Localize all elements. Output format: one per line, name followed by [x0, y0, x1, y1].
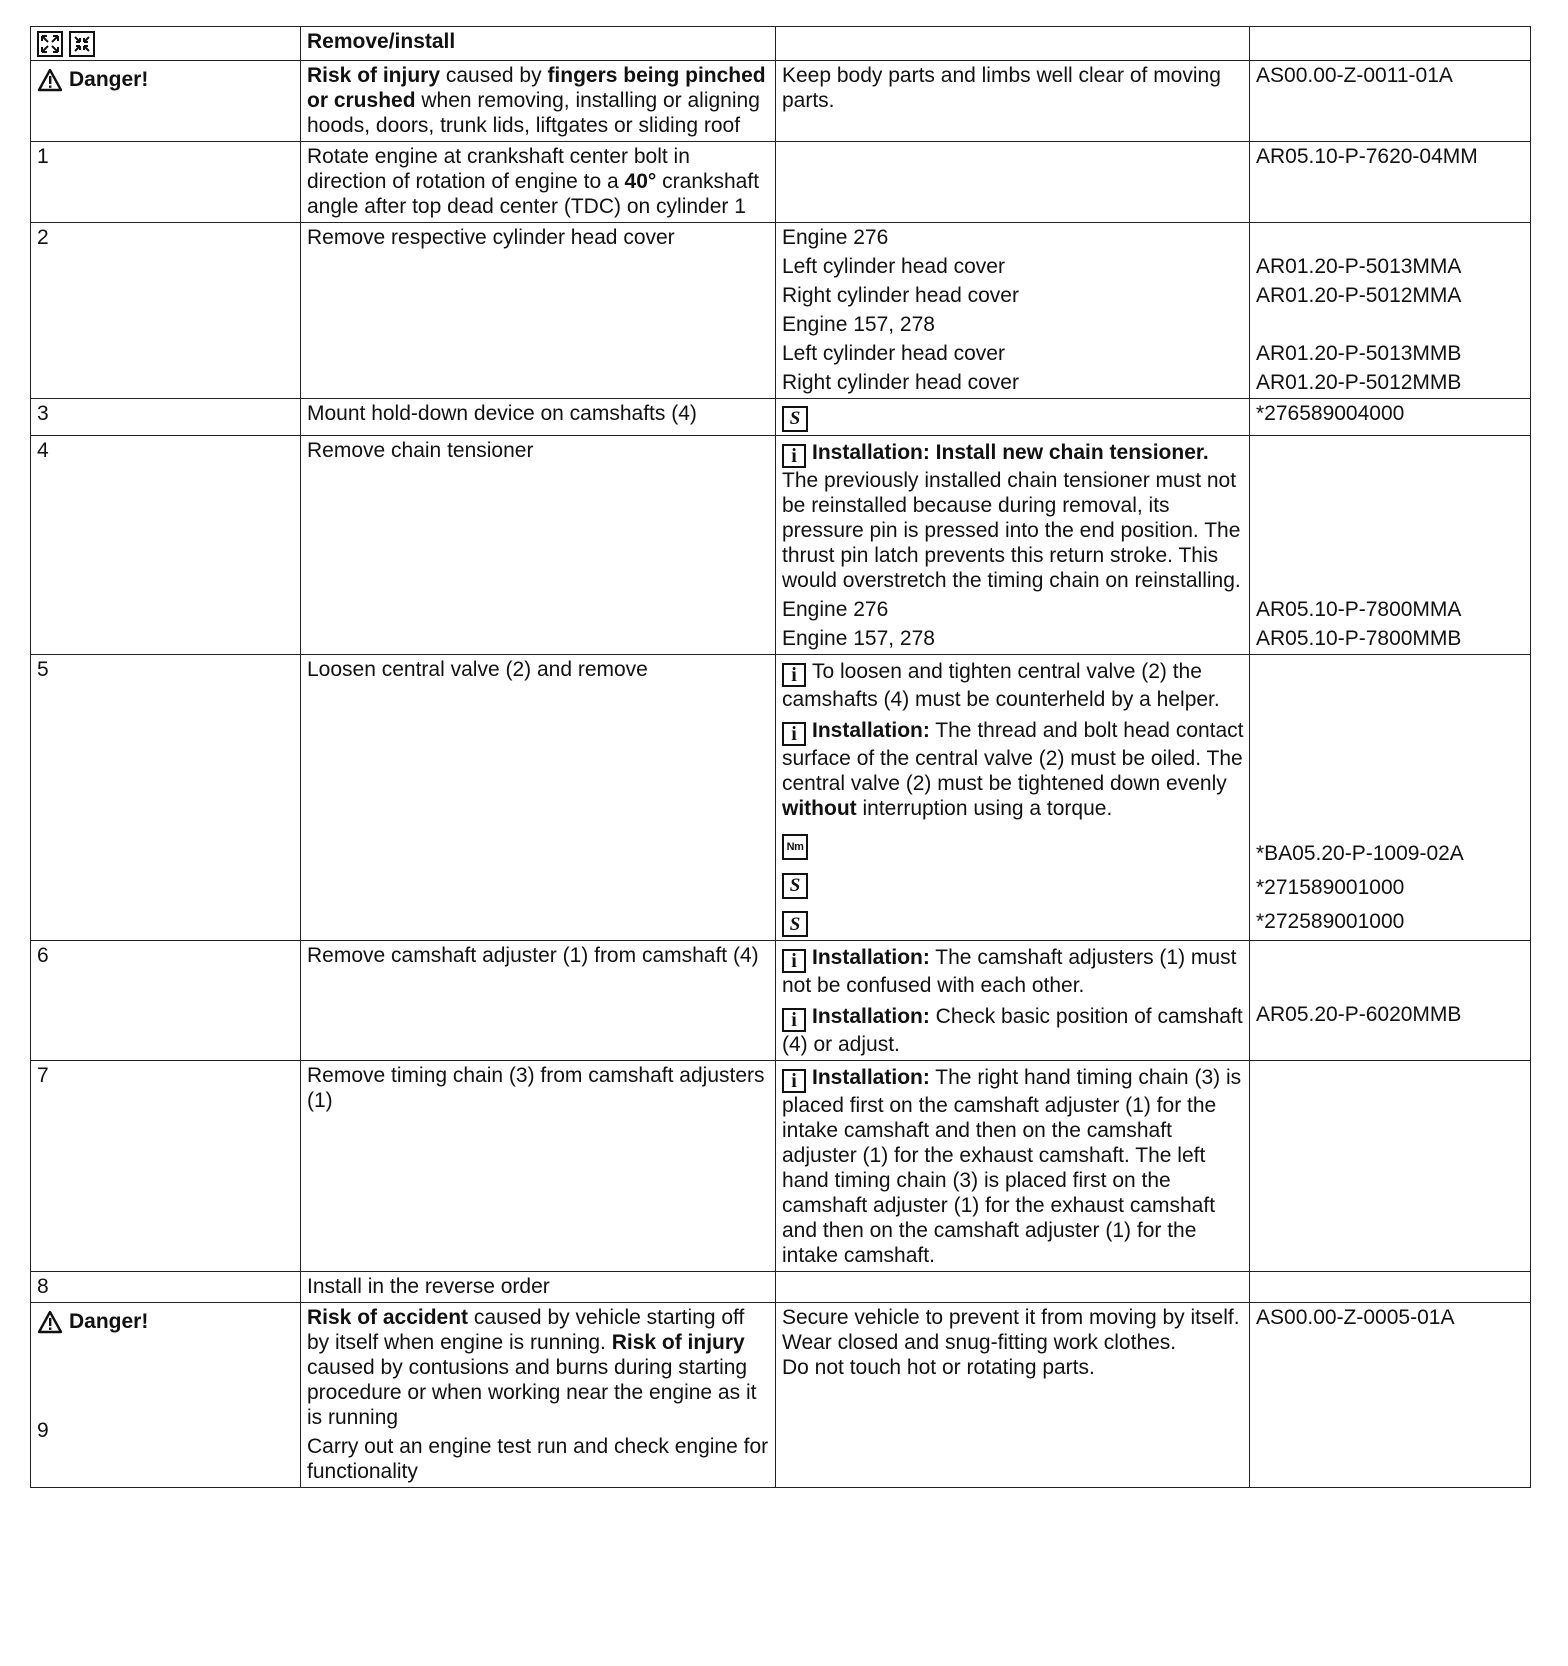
step-7-text: Remove timing chain (3) from camshaft adjusters (1) [301, 1061, 776, 1272]
table-row-step-6: 6 Remove camshaft adjuster (1) from camshaft (4) i Installation: The camshaft adjusters (1) must not be confused with each other. i Installation: Check basic position of camshaft (4) or adjust. AR05.20-P-6020MMB [31, 941, 1531, 1061]
header-title-cell [301, 27, 776, 61]
step-number: 9 [37, 1419, 49, 1442]
step-2-ref-link[interactable]: AR01.20-P-5012MMB [1256, 371, 1462, 394]
danger-label-1: Danger! [37, 67, 295, 92]
step-4-note: The previously installed chain tensioner must not be reinstalled because during removal, its pressure pin is pressed into the end position. The thrust pin latch prevents this return stroke. This would overstretch the timing chain on reinstalling. [782, 468, 1241, 592]
step-4-text: Remove chain tensioner [301, 435, 776, 654]
engine-label: Engine 276 [782, 597, 889, 621]
table-row-step-2 [31, 223, 1531, 399]
table-row-step-3 [31, 399, 1531, 436]
danger-2-note: Do not touch hot or rotating parts. [782, 1356, 1095, 1379]
step-5-tool-link[interactable]: *271589001000 [1256, 876, 1405, 899]
step-number: 2 [31, 223, 301, 399]
info-icon: i [782, 1069, 806, 1093]
table-row-danger-1 [31, 61, 1531, 142]
info-icon: i [782, 1008, 806, 1032]
step-number: 4 [31, 435, 301, 654]
info-icon: i [782, 722, 806, 746]
cover-label: Left cylinder head cover [782, 255, 1005, 278]
step-6-text: Remove camshaft adjuster (1) from camshaft (4) [301, 941, 776, 1061]
procedure-table [30, 26, 1531, 1488]
danger-2-note: Wear closed and snug-fitting work clothes. [782, 1331, 1177, 1354]
step-3-text: Mount hold-down device on camshafts (4) [301, 399, 776, 436]
step-number: 8 [31, 1272, 301, 1303]
table-row-step-8 [31, 1272, 1531, 1303]
cover-label: Left cylinder head cover [782, 342, 1005, 365]
step-5-tool-link[interactable]: *272589001000 [1256, 910, 1405, 933]
step-number: 3 [31, 399, 301, 436]
step-8-text: Install in the reverse order [301, 1272, 776, 1303]
step-number: 7 [31, 1061, 301, 1272]
step-4-ref-link[interactable]: AR05.10-P-7800MMA [1256, 597, 1462, 621]
special-tool-icon: S [782, 911, 808, 937]
step-number: 6 [31, 941, 301, 1061]
step-2-ref-link[interactable]: AR01.20-P-5012MMA [1256, 284, 1462, 307]
engine-label: Engine 276 [782, 226, 889, 249]
torque-icon: Nm [782, 834, 808, 860]
table-row-danger-2 [31, 1303, 1531, 1488]
step-number: 1 [31, 142, 301, 223]
danger-1-text: Risk of injury caused by fingers being pinched or crushed when removing, installing or aligning hoods, doors, trunk lids, liftgates or sliding roof [301, 61, 776, 142]
info-icon: i [782, 663, 806, 687]
special-tool-icon: S [782, 406, 808, 432]
table-row-step-4: 4 Remove chain tensioner i Installation: Install new chain tensioner. The previously installed chain tensioner must not be reinstalled because during removal, its pressure pin is pressed into the end position. The thrust pin latch prevents this return stroke. This would overstretch the timing chain on reinstalling. Engine 276 Engine 157, 278 AR05.10-P-7800MMA AR05.10-P-7800MMB [31, 435, 1531, 654]
step-2-text: Remove respective cylinder head cover [301, 223, 776, 399]
engine-label: Engine 157, 278 [782, 313, 935, 336]
danger-1-note: Keep body parts and limbs well clear of moving parts. [776, 61, 1250, 142]
danger-1-ref-link[interactable]: AS00.00-Z-0011-01A [1256, 64, 1453, 87]
step-number: 5 [31, 654, 301, 941]
cover-label: Right cylinder head cover [782, 284, 1019, 307]
danger-2-ref-link[interactable]: AS00.00-Z-0005-01A [1256, 1306, 1455, 1329]
engine-label: Engine 157, 278 [782, 626, 935, 650]
step-5-torque-link[interactable]: *BA05.20-P-1009-02A [1256, 842, 1464, 865]
step-2-ref-link[interactable]: AR01.20-P-5013MMB [1256, 342, 1462, 365]
warning-triangle-icon [37, 1310, 63, 1334]
danger-label-2: Danger! [37, 1309, 295, 1334]
cover-label: Right cylinder head cover [782, 371, 1019, 394]
info-icon: i [782, 444, 806, 468]
table-row-step-7: 7 Remove timing chain (3) from camshaft adjusters (1) i Installation: The right hand timing chain (3) is placed first on the camshaft adjuster (1) for the intake camshaft and then on the camshaft adjuster (1) for the exhaust camshaft. The left hand timing chain (3) is placed first on the camshaft adjuster (1) for the exhaust camshaft and then on the camshaft adjuster (1) for the intake camshaft. [31, 1061, 1531, 1272]
warning-triangle-icon [37, 68, 63, 92]
step-6-ref-link[interactable]: AR05.20-P-6020MMB [1256, 1003, 1462, 1026]
danger-2-note: Secure vehicle to prevent it from moving by itself. [782, 1306, 1240, 1329]
header-title: Remove/install [307, 30, 456, 53]
step-4-ref-link[interactable]: AR05.10-P-7800MMB [1256, 626, 1462, 650]
step-3-tool-link[interactable]: *276589004000 [1256, 402, 1405, 425]
step-5-text: Loosen central valve (2) and remove [301, 654, 776, 941]
table-row-step-1 [31, 142, 1531, 223]
expand-icon[interactable] [37, 31, 63, 57]
table-row-step-5: 5 Loosen central valve (2) and remove i To loosen and tighten central valve (2) the camshafts (4) must be counterheld by a helper. i Installation: The thread and bolt head contact surface of the central valve (2) must be oiled. The central valve (2) must be tightened down evenly without interruption using a torque. Nm S S *BA05.20-P-1009-02A *271589001000 *272589001000 [31, 654, 1531, 941]
collapse-icon[interactable] [69, 31, 95, 57]
step-2-ref-link[interactable]: AR01.20-P-5013MMA [1256, 255, 1462, 278]
header-icons-cell [31, 27, 301, 61]
special-tool-icon: S [782, 873, 808, 899]
step-9-text: Carry out an engine test run and check engine for functionality [307, 1435, 769, 1483]
table-row-header [31, 27, 1531, 61]
info-icon: i [782, 949, 806, 973]
danger-2-text: Risk of accident caused by vehicle starting off by itself when engine is running. Risk of injury caused by contusions and burns during starting procedure or when working near the engine as it is running [307, 1306, 757, 1429]
step-1-ref-link[interactable]: AR05.10-P-7620-04MM [1256, 145, 1478, 168]
step-1-text: Rotate engine at crankshaft center bolt in direction of rotation of engine to a 40° crankshaft angle after top dead center (TDC) on cylinder 1 [301, 142, 776, 223]
